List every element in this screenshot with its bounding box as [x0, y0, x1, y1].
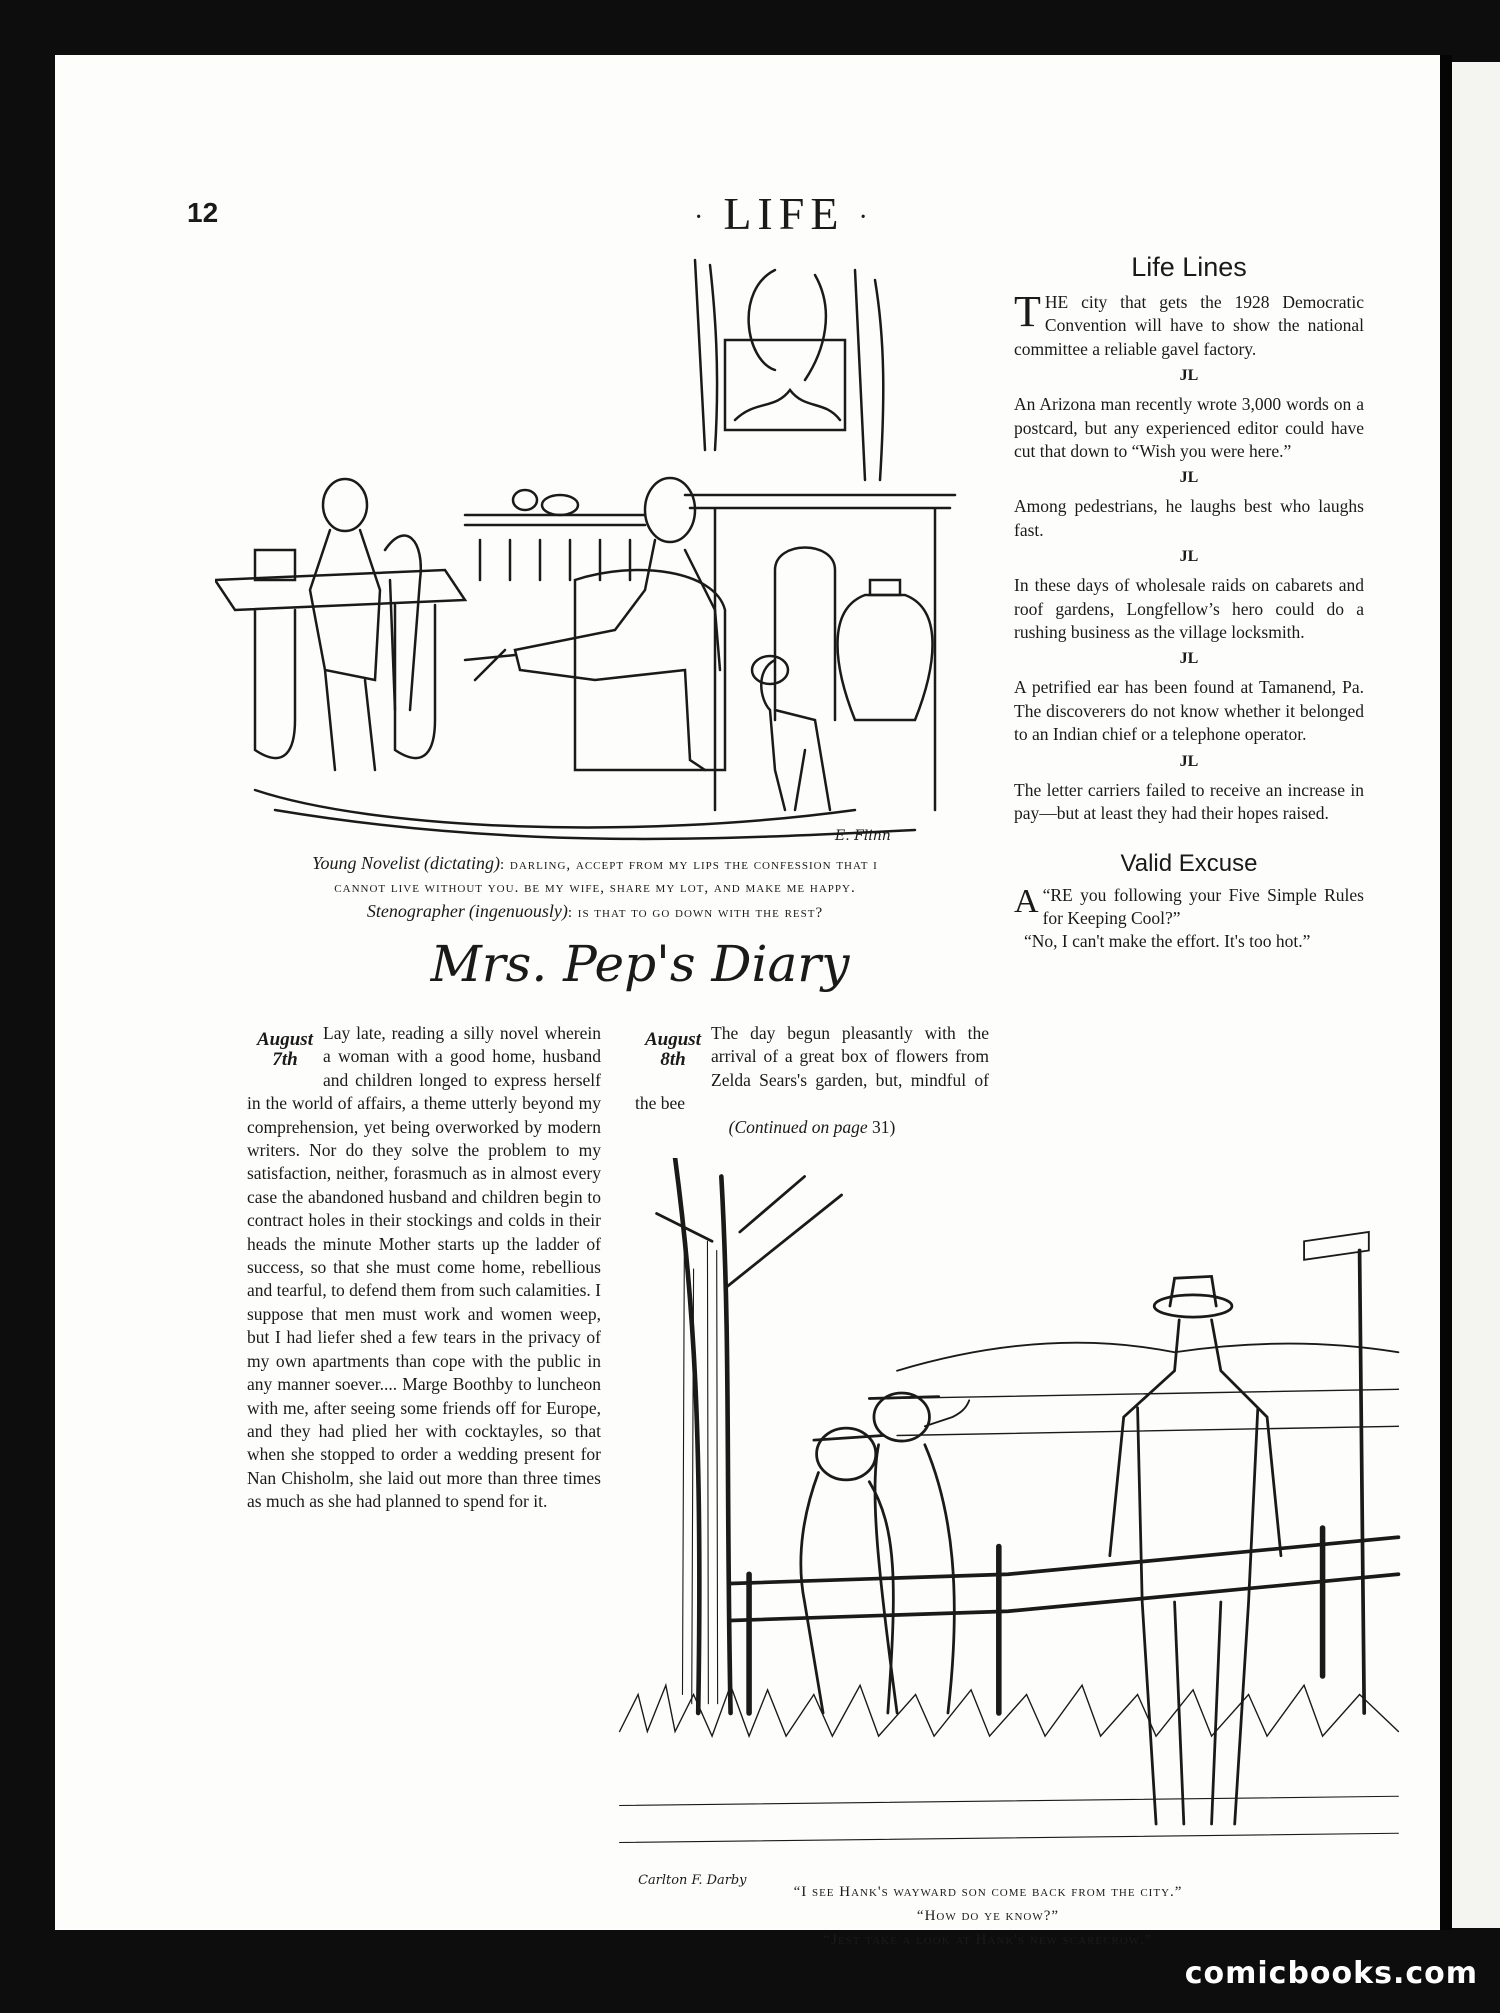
life-lines-column — [1014, 252, 1364, 954]
life-line-item: THE city that gets the 1928 Democratic Convention will have to show the national committee a reliable gavel factory. — [1014, 287, 1364, 359]
valid-excuse-title: Valid Excuse — [1120, 849, 1258, 877]
novelist-caption — [200, 852, 990, 925]
life-line-item: A petrified ear has been found at Tamanend, Pa. The discoverers do not know whether it belonged to an Indian chief or a telephone operator. — [1014, 677, 1364, 745]
caption-speaker-1: Young Novelist — [312, 853, 420, 873]
entry-day: 7th — [272, 1049, 298, 1070]
watermark: comicbooks.com — [1184, 1956, 1478, 1991]
life-lines-title: Life Lines — [1131, 252, 1247, 282]
separator-ornament: JL — [1179, 752, 1199, 770]
caption-text-2: : is that to go down with the rest? — [567, 905, 824, 921]
adjacent-page-edge — [1452, 62, 1500, 1928]
page-gutter — [1440, 55, 1452, 1930]
valid-excuse-question: “ A RE you following your Five Simple Rules for Keeping Cool?” — [1014, 882, 1364, 928]
caption-line-2 — [200, 900, 990, 925]
masthead-dot-right: · — [858, 202, 874, 234]
life-line-item: Among pedestrians, he laughs best who laughs fast. — [1014, 496, 1364, 540]
separator-ornament: JL — [1179, 469, 1199, 487]
diary-title: Mrs. Pep's Diary — [430, 935, 850, 993]
life-line-item: In these days of wholesale raids on cabarets and roof gardens, Longfellow’s hero could do a rushing business as the village locksmith. — [1014, 575, 1364, 643]
separator-ornament: JL — [1179, 367, 1199, 385]
life-line-item: The letter carriers failed to receive an increase in pay—but at least they had their hopes raised. — [1014, 779, 1364, 824]
page-number: 12 — [187, 197, 219, 228]
separator-ornament: JL — [1179, 650, 1199, 668]
caption-line: “I see Hank's wayward son come back from the city.” — [793, 1884, 1183, 1900]
caption-text-1b: cannot live without you. be my wife, share my lot, and make me happy. — [334, 880, 856, 896]
entry-text-august-7: Lay late, reading a silly novel wherein a woman with a good home, husband and children longed to express herself in the world of affairs, a theme utterly beyond my comprehension, yet being overworked by modern writers. Nor do they solve the problem to my satisfaction, neither, forasmuch as in almost every case the abandoned husband and children begin to contract holes in their stockings and colds in their heads the minute Mother starts up the ladder of success, so that she must come home, rebellious and tearful, to defend them from such calamities. I suppose that men must work and women weep, but I had liefer shed a few tears in the privacy of my own apartments than cope with the public in any manner soever.... Marge Boothby to luncheon with me, after seeing some friends off for Europe, and they had plied her with cocktayles, so that when she stopped to order a wedding present for Nan Chisholm, she laid out more than three times as much as she had planned to spend for it. — [247, 1023, 601, 1512]
caption-speaker-2: Stenographer — [366, 901, 465, 921]
separator-ornament: JL — [1179, 548, 1199, 566]
entry-date-august-8 — [635, 1030, 711, 1070]
continued-page: 31) — [872, 1116, 896, 1137]
caption-line: “How do ye know?” — [916, 1908, 1060, 1924]
valid-excuse-answer: “No, I can't make the effort. It's too hot.” — [1024, 931, 1311, 952]
scarecrow-illustration — [588, 1158, 1430, 1898]
drop-cap: T — [1014, 287, 1041, 336]
entry-month: August — [645, 1029, 701, 1050]
entry-text-august-8: The day begun pleasantly with the arrival of a great box of flowers from Zelda Sears's garden, but, mindful of the bee — [635, 1023, 989, 1114]
continued-note — [635, 1116, 989, 1139]
masthead — [680, 187, 888, 240]
diary-entry-august-8 — [635, 1022, 989, 1139]
life-line-item: An Arizona man recently wrote 3,000 words on a postcard, but any experienced editor could have cut that down to “Wish you were here.” — [1014, 394, 1364, 462]
caption-direction-2: (ingenuously) — [468, 901, 568, 921]
novelist-illustration — [215, 250, 975, 850]
caption-direction-1: (dictating) — [424, 853, 500, 873]
caption-line-1 — [200, 852, 990, 877]
masthead-title: LIFE — [723, 188, 845, 239]
artist-signature: E. Flinn — [835, 828, 891, 844]
masthead-dot-left: · — [694, 202, 710, 234]
entry-day: 8th — [660, 1049, 686, 1070]
entry-date-august-7 — [247, 1030, 323, 1070]
diary-entry-august-7 — [247, 1022, 601, 1514]
drop-cap: A — [1014, 882, 1039, 920]
caption-line: “Jest take a look at Hank's new scarecrow.” — [823, 1932, 1153, 1948]
continued-label: (Continued on page — [728, 1116, 868, 1137]
caption-text-1a: : darling, accept from my lips the confession that i — [499, 857, 878, 873]
scarecrow-caption — [588, 1880, 1388, 1952]
artist-signature: Carlton F. Darby — [638, 1873, 747, 1889]
entry-month: August — [257, 1029, 313, 1050]
